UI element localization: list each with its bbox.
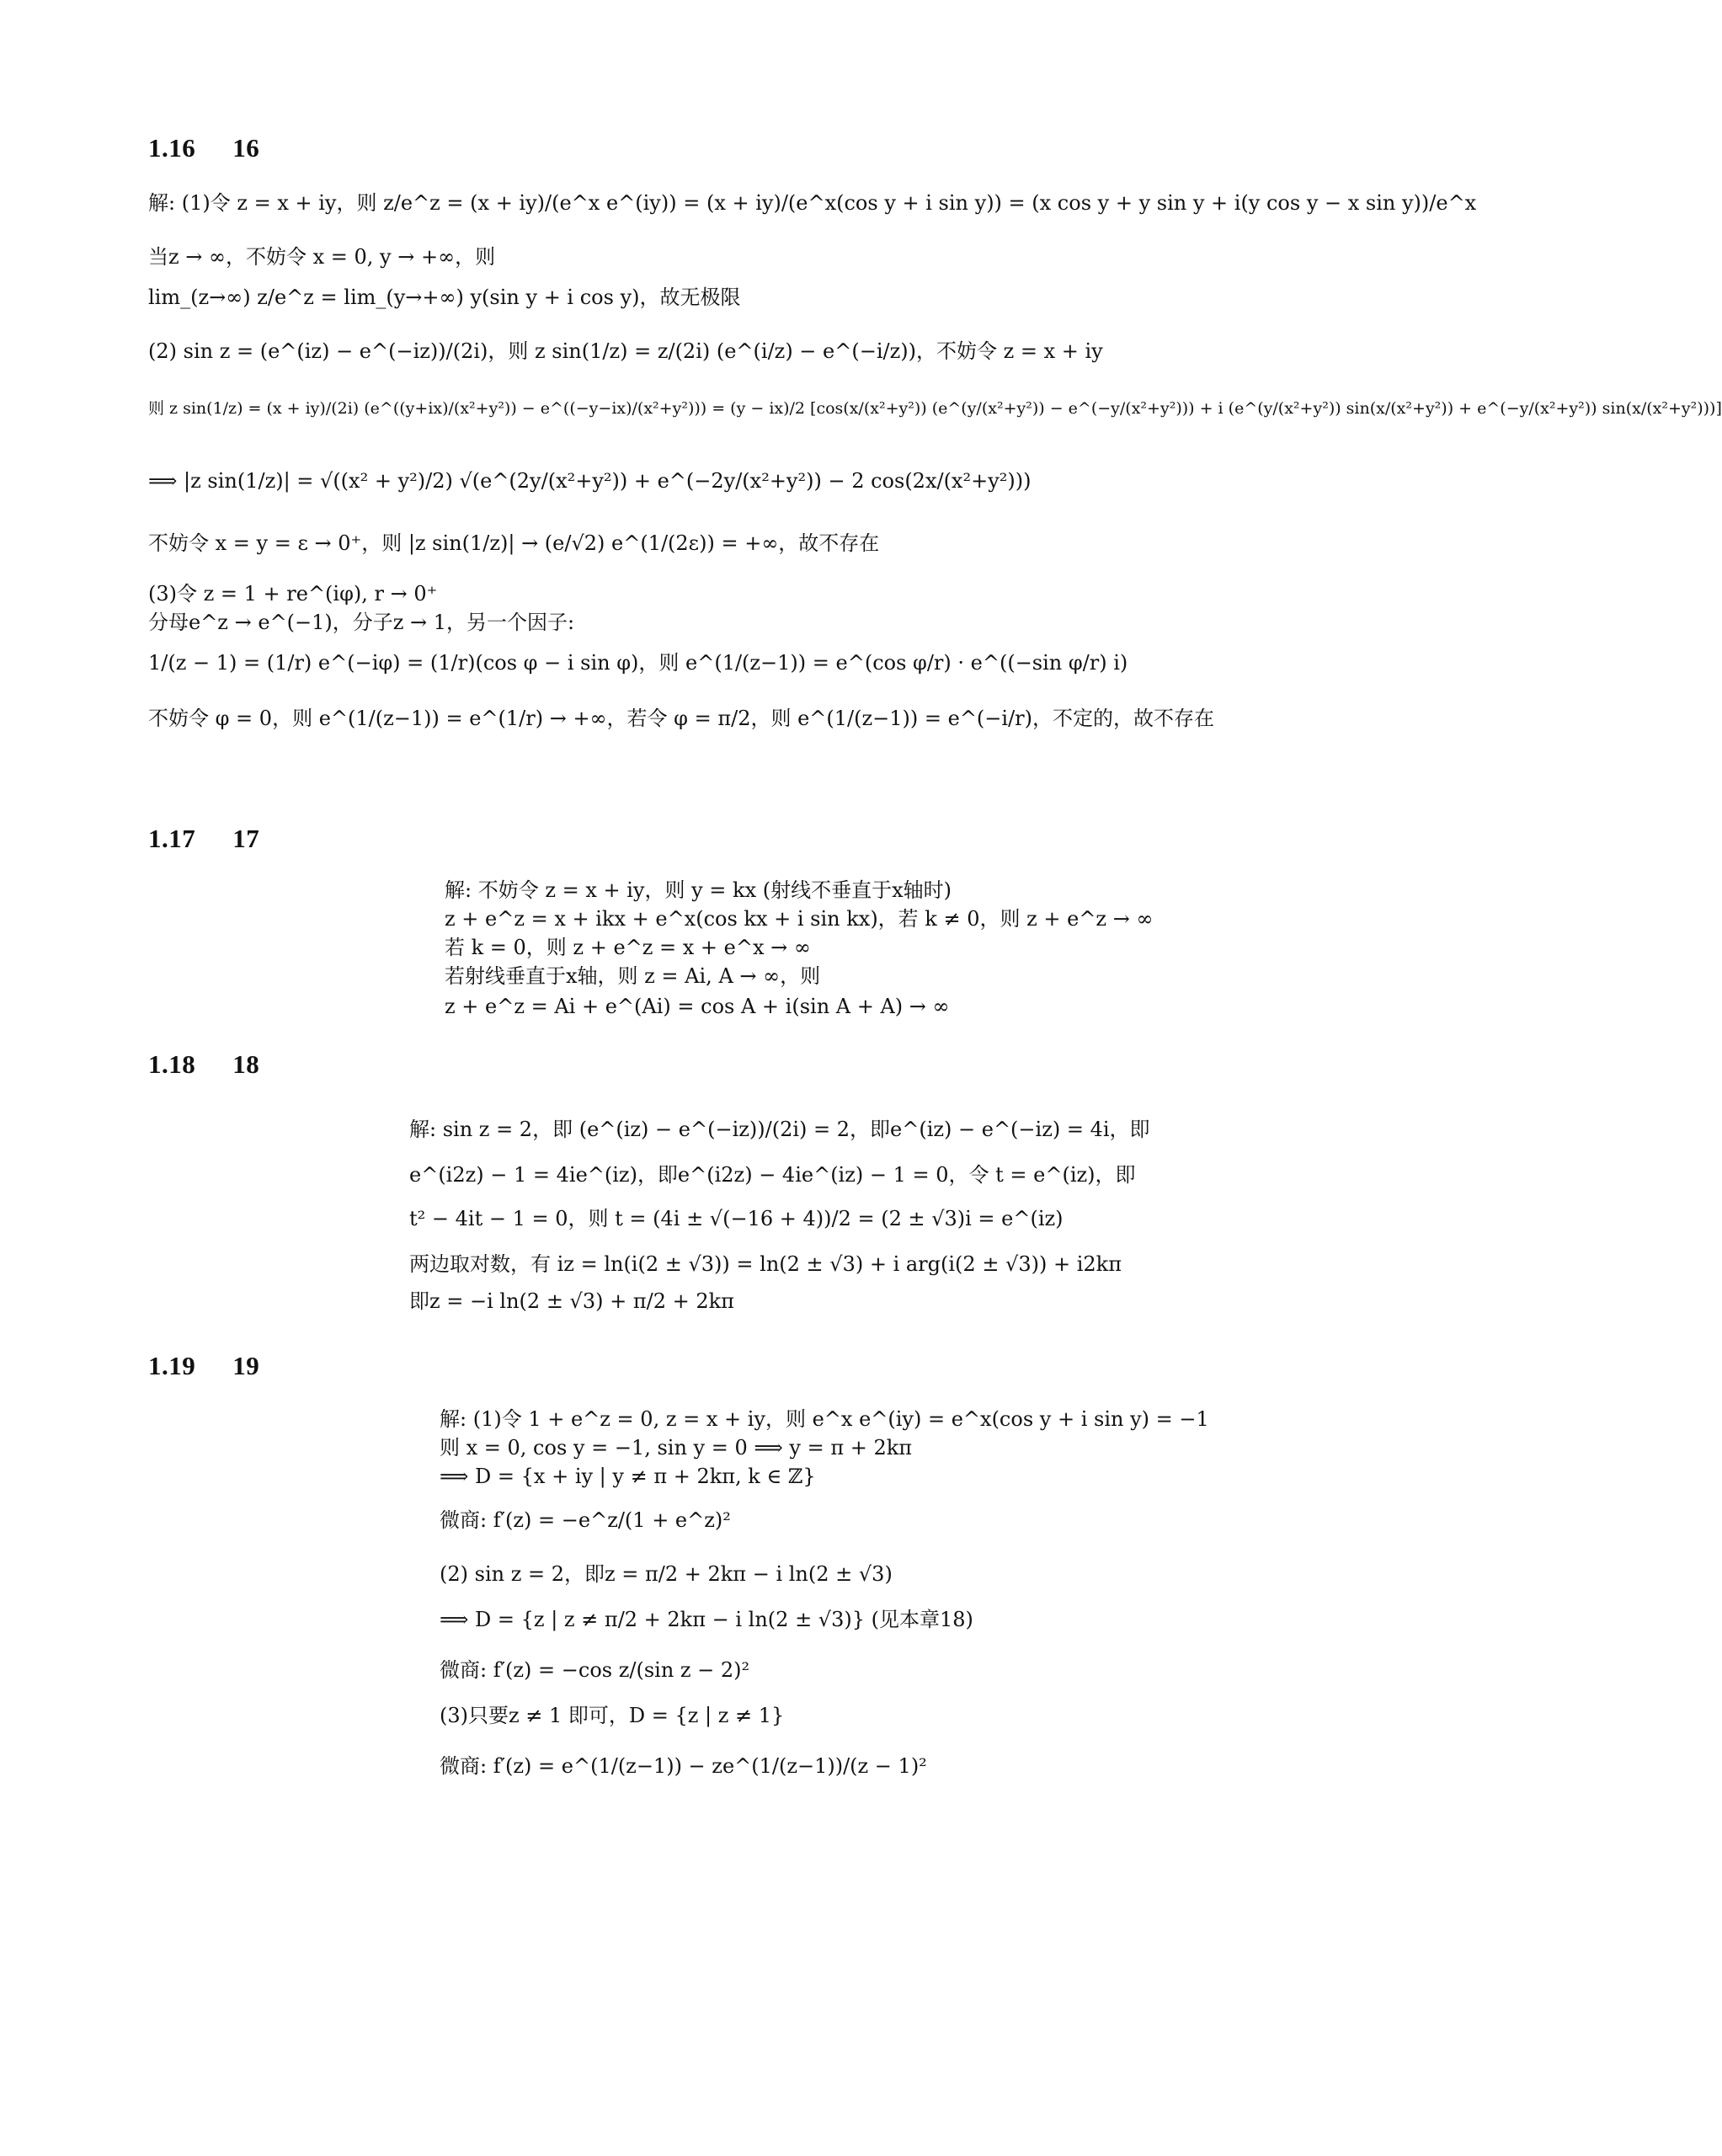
solution-line: ⟹ D = {x + iy | y ≠ π + 2kπ, k ∈ ℤ}	[440, 1465, 816, 1488]
section-title: 18	[232, 1049, 260, 1079]
section-number: 1.17	[148, 824, 196, 853]
solution-line: lim_(z→∞) z/e^z = lim_(y→+∞) y(sin y + i cos y)，故无极限	[148, 286, 741, 309]
section-title: 17	[232, 824, 260, 853]
section-number: 1.16	[148, 133, 196, 163]
solution-line: 分母e^z → e^(−1)，分子z → 1，另一个因子:	[148, 611, 575, 634]
solution-line: 微商: f′(z) = −e^z/(1 + e^z)²	[440, 1508, 731, 1532]
solution-line: (3)只要z ≠ 1 即可，D = {z | z ≠ 1}	[440, 1704, 785, 1727]
solution-line: 解: 不妨令 z = x + iy，则 y = kx (射线不垂直于x轴时)	[445, 878, 952, 902]
solution-line: 解: (1)令 1 + e^z = 0, z = x + iy，则 e^x e^(iy) = e^x(cos y + i sin y) = −1	[440, 1407, 1209, 1431]
solution-line: 若射线垂直于x轴，则 z = Ai, A → ∞，则	[445, 964, 821, 988]
solution-line: 两边取对数，有 iz = ln(i(2 ± √3)) = ln(2 ± √3) + i arg(i(2 ± √3)) + i2kπ	[409, 1252, 1122, 1276]
solution-line: z + e^z = Ai + e^(Ai) = cos A + i(sin A + A) → ∞	[445, 995, 950, 1018]
section-heading-1-19	[148, 1351, 259, 1381]
solution-line: (2) sin z = (e^(iz) − e^(−iz))/(2i)，则 z sin(1/z) = z/(2i) (e^(i/z) − e^(−i/z))，不妨令 z = x + iy	[148, 339, 1103, 363]
solution-line: t² − 4it − 1 = 0，则 t = (4i ± √(−16 + 4))/2 = (2 ± √3)i = e^(iz)	[409, 1207, 1064, 1230]
solution-line: e^(i2z) − 1 = 4ie^(iz)，即e^(i2z) − 4ie^(iz) − 1 = 0，令 t = e^(iz)，即	[409, 1163, 1136, 1187]
solution-line: z + e^z = x + ikx + e^x(cos kx + i sin kx)，若 k ≠ 0，则 z + e^z → ∞	[445, 907, 1154, 931]
solution-line: ⟹ |z sin(1/z)| = √((x² + y²)/2) √(e^(2y/(x²+y²)) + e^(−2y/(x²+y²)) − 2 cos(2x/(x²+y²)))	[148, 469, 1032, 493]
solution-line: 微商: f′(z) = −cos z/(sin z − 2)²	[440, 1658, 750, 1682]
solution-line: 解: sin z = 2，即 (e^(iz) − e^(−iz))/(2i) = 2，即e^(iz) − e^(−iz) = 4i，即	[409, 1118, 1150, 1141]
solution-line: (2) sin z = 2，即z = π/2 + 2kπ − i ln(2 ± √3)	[440, 1562, 893, 1586]
section-heading-1-16	[148, 133, 259, 163]
section-number: 1.18	[148, 1049, 196, 1079]
solution-line: 解: (1)令 z = x + iy，则 z/e^z = (x + iy)/(e^x e^(iy)) = (x + iy)/(e^x(cos y + i sin y)) = (x cos y + y sin y + i(y cos y − x sin y))/e^x	[148, 191, 1477, 215]
section-heading-1-17	[148, 824, 259, 854]
section-number: 1.19	[148, 1351, 196, 1380]
solution-line: 当z → ∞，不妨令 x = 0, y → +∞，则	[148, 245, 496, 269]
solution-line: 不妨令 φ = 0，则 e^(1/(z−1)) = e^(1/r) → +∞，若令 φ = π/2，则 e^(1/(z−1)) = e^(−i/r)，不定的，故不存在	[148, 707, 1214, 730]
solution-line: 则 x = 0, cos y = −1, sin y = 0 ⟹ y = π + 2kπ	[440, 1436, 913, 1460]
solution-line: 即z = −i ln(2 ± √3) + π/2 + 2kπ	[409, 1289, 734, 1313]
solution-line: 微商: f′(z) = e^(1/(z−1)) − ze^(1/(z−1))/(z − 1)²	[440, 1754, 927, 1778]
solution-line: 则 z sin(1/z) = (x + iy)/(2i) (e^((y+ix)/(x²+y²)) − e^((−y−ix)/(x²+y²))) = (y − ix)/2 [cos(x/(x²+y²)) (e^(y/(x²+y²)) − e^(−y/(x²+y²))) + i (e^(y/(x²+y²)) sin(x/(x²+y²)) + e^(−y/(x²+y²)) sin(x/(x²+y²)))]	[148, 399, 1722, 418]
section-title: 16	[232, 133, 260, 163]
section-title: 19	[232, 1351, 260, 1380]
solution-line: 不妨令 x = y = ε → 0⁺，则 |z sin(1/z)| → (e/√2) e^(1/(2ε)) = +∞，故不存在	[148, 531, 880, 555]
solution-line: ⟹ D = {z | z ≠ π/2 + 2kπ − i ln(2 ± √3)} (见本章18)	[440, 1608, 973, 1631]
solution-line: 若 k = 0，则 z + e^z = x + e^x → ∞	[445, 936, 811, 959]
section-heading-1-18	[148, 1049, 259, 1080]
solution-line: (3)令 z = 1 + re^(iφ), r → 0⁺	[148, 582, 438, 606]
solution-line: 1/(z − 1) = (1/r) e^(−iφ) = (1/r)(cos φ − i sin φ)，则 e^(1/(z−1)) = e^(cos φ/r) · e^((−sin φ/r) i)	[148, 651, 1128, 675]
